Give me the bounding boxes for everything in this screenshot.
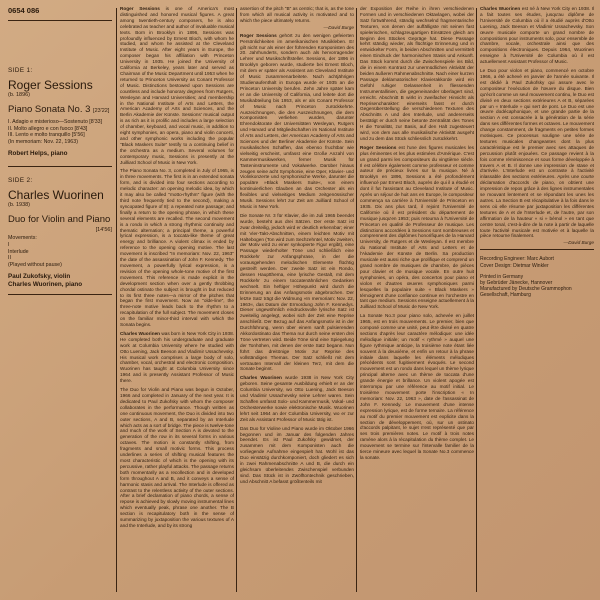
manufacturing-line: Gesellschaft, Hamburg — [480, 292, 531, 299]
side1-duration: [23'22] — [93, 108, 110, 114]
side2-duration: [14'56] — [95, 226, 112, 233]
divider — [8, 166, 112, 167]
column-divider — [236, 8, 237, 592]
credit-line: Recording Engineer: Marc Aubort — [480, 256, 554, 263]
paragraph-body: was born in New York City in 1938. He completed both his undergraduate and graduate work at Columbia University where he studied with Otto Luening, Jack Beeson and Vladimir Ussachevsky. His musical work comprises a large body of solo, chamber, vocal, orchestral and electronic composition. Wuorinen has taught at Columbia University since 1964 and is presently Assistant Professor of Music there. — [120, 330, 234, 384]
side2-duration-row — [8, 227, 112, 234]
paragraph-body: est l'une des figures musicales les plus éminentes et les plus estimées d'Amérique. C'est un grand parmi les compositeurs du vingtième siècle. Il est célèbre également comme professeur et comme auteur de précieux livres sur la musique. Né à Brooklyn en 1896, Sessions a été profondément influencé par Ernest Bloch, auprès de qui il a étudié et dont il fut l'assistant au Cleveland Institute of Music. Après un séjour de huit ans en Europe, le compositeur commença sa carrière à l'Université de Princeton en 1935. Dix ans plus tard, il rejoint l'Université de Californie où il est président du département de musique jusqu'en 1953; puis retourna à l'Université de Princeton en qualité de Professeur de musique. Les distinctions accordées à Sessions sont nombreuses et comprennent des diplômes honorifiques de la Harvard University, de Rutgers et de Wesleyan. Il est membre du National Institute of Arts and Letters et de l'Akademie der Künste de Berlin. Sa production musicale est aussi riche que prolifique et comprend un grand nombre de musiques de chambre, de pièces pour clavier et de musique vocale. En outre huit symphonies, un opéra, des concertos pour piano et violon et d'autres œuvres symphoniques parmi lesquelles la populaire suite « Black Maskers » témoignent d'une confiance continue en l'orchestre en tant que medium. Sessions enseigne actuellement à la Juilliard School of Music de New York. — [360, 144, 474, 310]
credits-column — [480, 6, 594, 594]
paragraph-lead: Charles Wuorinen — [240, 375, 282, 381]
english-notes-column — [120, 6, 234, 594]
track-listing-column — [8, 6, 112, 594]
side2-work-title: Duo for Violin and Piano — [8, 213, 111, 225]
paragraph-lead: Charles Wuorinen — [480, 6, 521, 11]
paragraph-sessions-bio-de — [240, 33, 354, 210]
side1-performer: Robert Helps, piano — [8, 150, 68, 158]
side1-work-title — [8, 104, 112, 117]
side1-work: Piano Sonata No. 3 — [8, 104, 91, 115]
movement-item: (Played without pause) — [8, 261, 62, 268]
french-notes-column — [360, 6, 474, 594]
paragraph-duo-notes: The Duo for Violin and Piano was begun in October, 1966 and completed in January of the next year. It is dedicated to Paul Zukofsky with whom the composer collaborates in the performance. Though written as one continuous movement, the Duo is divided into two outer sections, A and B, separated by an Interlude which acts as a sort of bridge. The piece is twelve-tone and much of the work of Section A is devoted to the generation of the row in its several forms in various octaves. The motion is constantly shifting, from fragments and small motivic forms. This process underlines a series of shifting musical features the most characteristic of which is the opening with its percussive, rather playful attacks. The passage returns both momentarily as a recollection and in developed form throughout A and B, and it conveys a sense of harmonic stasis and arrival. The Interlude is offered as contrast to the relentless activity of the outer sections. After a brief declamation of piano chords, a sense of repose is achieved by slowly moving instrumental lines which eventually peak, phrase one another. The B section is recapitulatory both in the sense of summarizing by juxtaposition the various textures of A and the Interlude, and by its strong — [120, 387, 234, 528]
paragraph-duo-notes-de-end: der Exposition der Reihe in ihren verschiedenen Formen und in verschiedenen Oktavlagen, wobei der Satz fortwährend, ständig wechselnd fragmentarische Texturen, von denen der auffälligste mit seinen fast spielerischen, schlagzeugartigen Einsätzen gleich am Beginn des Stückes Gepräge hat. Diese Passage kehrt ständig wieder, als flüchtige Erinnerung und in entwickelter Form, in beiden Abschnitten und vermittelt einen Eindruck der harmonischen Stasis und Ankunft. Das Stück kommt durch die Zwischenspiele ins Bild, die in einem Kontrast zur unermüdlichen Aktivität der beiden äußeren Rahmenabschnitte. Nach einer kurzen Passage deklamatorischer Klavierakkorde wird ein Gefühl ruhiger Gelassenheit in fliessenden Instrumentallinien, die gegeneinander überlagert sind, erreicht. Abschnitt B wirkt in zweifacher Hinsicht als Reprisencharakter: einerseits fasst er durch Gegenüberstellung die verschiedenen Texturen des Abschnitts A und des Interlude, und andererseits bestätigt er durch seine betonte Zentralität des Tones H die Tonalität, zur Basis, auf den Halt zugesteuert wird, von dem aus alle musikalische Aktivität ausgeht und zu dem das Stück schliesslich zurückkehrt. — [360, 6, 474, 141]
side1-label: SIDE 1: — [8, 67, 33, 74]
side2-movement-list — [8, 235, 112, 268]
author-signature: —David Burge — [563, 240, 594, 246]
divider — [8, 294, 112, 295]
column-divider — [116, 8, 117, 592]
divider — [480, 249, 594, 250]
performer: Paul Zukofsky, violin — [8, 273, 71, 281]
paragraph-sessions-bio-fr — [360, 145, 474, 310]
movements-label: Movements: — [8, 235, 37, 242]
credit-line: Cover Design: Dietmar Winkler — [480, 262, 549, 269]
paragraph-duo-notes-fr: Le Duo pour violon et piano, commencé en octobre 1966, a été achevé en janvier de l'année suivante. Il est dédié à Paul Zukofsky qui assure avec le compositeur l'exécution de l'œuvre du disque. Bien qu'écrit comme un seul mouvement continu, le Duo est divisé en deux sections extérieures A et B, séparées par un « Interlude » qui sert de pont. Le Duo est une œuvre dodécaphonique, et une grande partie de la section A est consacrée à la génération de la série dans ses différentes formes et octaves. Le mouvement change constamment, de fragments en petites formes motiviques. Ce processus souligne une série de textures musicales changeantes dont la plus caractéristique est le premier avec ses attaques de percussion plutôt enjouées. Ce passage revient à la fois comme réminiscence et sous forme développée à travers A et B. Il donne une impression de stase et d'arrivée. L'Interlude est un contraste à l'activité inlassable des sections extérieures. Après une courte déclamation d'accords de piano, on obtient une impression de repos grâce à des lignes instrumentales se mouvant lentement et se répondant les unes les autres. La Section B est récapitulative à la fois dans le sens où elle résume par juxtaposition les différentes textures de A et de l'Interlude et, de l'autre, par son affirmation de la hauteur « si » bémol » en tant que centre tonal, c'est-à-dire de la note à partir de laquelle toute l'activité musicale est motivée et à laquelle la pièce retourne finalement. — [480, 68, 594, 239]
author-signature: —David Burge — [323, 24, 354, 30]
paragraph-duo-notes-de: Das Duo für Violine und Piano wurde im Oktober 1966 begonnen und im Januar des folgenden Jahres beendet. Es ist Paul Zukofsky gewidmet, der zusammen mit dem Komponisten auch die vorliegende Aufnahme eingespielt hat. Wohl ist das Duo einsätzig durchkomponiert, doch gliedert es sich in zwei Rahmenabschnitte A und B, die durch ein gleichsam überleitendes Zwischenspiel verbunden sind. Das Stück ist in Zwölftontechnik geschrieben, und Abschnitt A befasst größtenteils mit — [240, 425, 354, 484]
side2-performers — [8, 273, 112, 288]
paragraph-wuorinen-bio-fr — [480, 6, 594, 65]
movement-item: (In memoriam: Nov. 22, 1963) — [8, 138, 78, 145]
paragraph-lead: Roger Sessions — [360, 144, 397, 150]
paragraph-sonata-notes-fr: La Sonate No.3 pour piano solo, achevée en juillet 1965, est en trois mouvements. Le premier, bien que composé comme une unité, peut être divisé en quatre sections d'après leur caractère mélodique: une idée mélodique initiale; un motif « rythmé » auquel une figure rythmique anticipe, la troisième note étant liée souvent à la deuxième, et enfin un retour à la phrase initiale dans laquelle les éléments mélodiques précédents sont fugitivement évoqués. Le second mouvement est un rondo dans lequel un thème lyrique principal alterne avec un thème de toccata d'une grande énergie et brillance. Un violent apogée est interrompu par une référence au motif initial. Le troisième mouvement porte l'inscription « In memoriam: Nov. 22, 1963 », date de l'assassinat de John F. Kennedy. Le mouvement d'une intense expression lyrique, est de forme ternaire. La référence au motif du premier mouvement est explicite dans la section de développement, où, sur un ostinato d'accords palpitant, le sujet n'est représenté que par ses trois premières notes. Le motif à trois notes ramène alors à la récapitulation du thème complet. Le mouvement se termine sur l'intervalle familier de la tierce mineure avec lequel la Sonate No.3 commence la sonate. — [360, 313, 474, 460]
column-divider — [476, 8, 477, 592]
column-divider — [356, 8, 357, 592]
catalog-number: 0654 086 — [8, 6, 40, 15]
manufacturing-info — [480, 274, 594, 299]
paragraph-lead: Roger Sessions — [120, 6, 160, 11]
paragraph-lead: Charles Wuorinen — [120, 330, 161, 336]
recording-credits — [480, 256, 594, 268]
movement-item: I — [8, 242, 10, 249]
movement-item: Interlude — [8, 248, 29, 255]
side2-composer: Charles Wuorinen — [8, 187, 104, 202]
side1-movement-list — [8, 119, 112, 145]
paragraph-wuorinen-bio-de — [240, 375, 354, 422]
side2-composer-dates: (b. 1938) — [8, 201, 31, 208]
paragraph-wuorinen-bio — [120, 331, 234, 384]
side2-label: SIDE 2: — [8, 176, 33, 184]
side1-composer: Roger Sessions — [8, 78, 93, 92]
german-notes-column — [240, 6, 354, 594]
paragraph-sessions-bio — [120, 6, 234, 165]
movement-item: II. Molto allegro e con fuoco [8'43] — [8, 125, 88, 132]
paragraph-lead: Roger Sessions — [240, 32, 277, 38]
manufacturing-line: by Gebrüder Jänecke, Hannover — [480, 279, 553, 286]
divider — [8, 20, 112, 21]
paragraph-duo-notes-end: assertion of the pitch "B" as centric; that is, as the tone from which all musical activity is motivated and to which the piece ultimately returns. — [240, 6, 354, 23]
paragraph-body: is one of America's most distinguished and honored musical figures. A great among twentieth-century composers, he is also celebrated as teacher and author of invaluable musical texts. Born in Brooklyn in 1896, Sessions was profoundly influenced by Ernest Bloch, with whom he studied, and whom he assisted at the Cleveland Institute of Music. After eight years in Europe, the composer began his affiliation with Princeton University in 1935. He joined the University of California at Berkeley, years later and served as Chairman of the Music Department until 1953 when he returned to Princeton University as Conant Professor of Music. Distinctions bestowed upon Sessions are countless and include honorary degrees from Rutgers, Wesleyan and Harvard Universities; and membership in the National Institute of Arts and Letters, the American Academy of Arts and Sciences, and the Berlin Akademie der Künste. Sessions' musical output is as rich as it is prolific and includes a large selection of chamber, keyboard, and vocal music, in addition to eight symphonies, an opera, piano and violin concerti, and other symphonic works including the popular "Black Maskers Suite" testify to a continuing belief in the orchestra as a medium. Several volumes for contemporary music, Sessions is presently at the Juilliard School of Music in New York. — [120, 6, 234, 165]
paragraph-sonata-notes-de: Die Sonate Nr. 3 für Klavier, die im Juli 1965 beendet wurde, besteht aus drei Sätzen. Der erste Satz ist zwar dreiteilig, jedoch wird er deutlich erkennbar; einer mit Vier-Takt-Abschnitten, einem leichten Motiv mit Haltebogen (Ton wird zum Sechzehntel, Motiv zweiten, der Motiv wird zu einer synkopierte Figur ergibt), eine Passage wiederholter Töne und schließlich eine Rückkehr zur Anfangsphrase, in der die vorausgehenden melodischen Elemente flüchtig gestreift werden. Der zweite Satz ist ein Rondo, dessen Hauptthema, eine lyrische Gestalt, mit dem Rückkehr zu einem toccatenähnlichen Gedanken wechselt. Ein heftiger Höhepunkt wird durch die Erinnerung an das Anfangsmotiv abgebrochen. Der letzte Satz trägt die Widmung »In memoriam: Nov. 22, 1963«, das Datum der Ermordung John F. Kennedys. Dieser ungewöhnlich eindrucksvolle lyrische Satz ist zweiteilig angelegt, wobei sich der Zeit eine Reprise anschließt. Der Bezug auf das Anfangsmotiv ist in der Durchführung, wenn über einem sanft pulsierenden Akkordostinato das Thema nur durch seine ersten drei Töne vertreten wird. Beide Töne sind eine Spiegelung der Tonhöhen, mit denen der erste Satz begann. Nun führt das dreitönige Motiv zur Reprise des vollständigen Themas. Der Satz schließt mit dem vertrauten Intervall der kleinen Terz, mit dem die Sonate beginnt. — [240, 212, 354, 372]
manufacturing-line: Printed in Germany — [480, 273, 524, 280]
manufacturing-line: Manufactured by Deutsche Grammophon — [480, 286, 572, 293]
paragraph-body: wurde 1938 in New York City geboren. Seine gesamte Ausbildung erhielt er an der Columbia University, wo Otto Luening, Jack Beeson und Vladimir Ussachevsky seine Lehrer waren. Sein Schaffen umfasst Solo- und Kammermusik, Vokal- und Orchesterwerke sowie elektronische Musik. Wuorinen lehrt seit 1964 an der Columbia University, wo er zur Zeit als Assistant Professor of Music tätig ist. — [240, 375, 354, 422]
movement-item: I. Adagio e misterioso—Sostenuto [8'33] — [8, 119, 103, 125]
paragraph-sonata-notes: The Piano Sonata No. 3, completed in July of 1965, is in three movements. The first is in an extended sonata form, and is divided into four sections according to melodic character: an opening melodic idea, by which it may also be called "motto-rhythm" figure (with the third note frequently tied to the second), making a syncopated figure of 8): a repeated note passage; and finally a return to the opening phrase, in which these several elements are recalled. The second movement is a rondo in which a strong rhythmic continuity and thematic alternation; a principal theme, a powerful lyrical expression, is a toccata-like theme of great energy and brilliance. A violent climax is ended by reference to the opening opening motive. The last movement is inscribed "In memoriam: Nov. 22, 1963" the date of the assassination of John F. Kennedy. The movement, a powerfully lyrical expression, is a revision of the opening whole-tone motive of the first movement. This reference is made explicit in the development section when over a gently throbbing chordal ostinato the subject is brought in but reduced to its first three notes—a mirror of the pitches that began the first movement. Now an "olde-line", the three-note motive leads back to the rhythm to a recapitulation of the full subject. The movement closes on the familiar minor-third interval with which the Sonata begins. — [120, 168, 234, 328]
performer: Charles Wuorinen, piano — [8, 280, 83, 288]
paragraph-body: gehört zu den wenigen gefeierten Persönlichkeiten im amerikanischen Musikleben. Er gilt nicht nur als einer der führenden Komponisten des 20. Jahrhunderts, sondern auch als hervorragender Lehrer und Musikschriftsteller. Sessions, der 1896 in Brooklyn geboren wurde, studierte bei Ernest Bloch, mit dem er später als Assistent am Cleveland Institute of Music zusammenarbeitete. Nach achtjährigen Studienaufenthalt in Europa wurde er 1935 an die Princeton University berufen. Zehn Jahre später kam er an die University of California, und leitete dort die Musikabteilung bis 1953, als er als Conant Professor of Music nach Princeton zurückkehrte. Auszeichnungen, die den Auszeichnungen, die dem Komponisten verliehen wurden, darunter Ehrendoktorate der Universitäten Wesleyan, Rutgers und Harvard und Mitgliedschaften im National Institute of Arts and Letters, der American Academy of Arts and Sciences und der Berliner Akademie der Künste. Sein musikalisches Schaffen, das ebenso fruchtbar wie vielseitig erscheint, umfasst eine Große Anzahl von Kammermusikwerken, ferner Musik für Tasteninstrumente und Vokalwerke. Darüber hinaus zeugen seine acht Symphonie, eine Oper, Klavier- und Violinkonzerte und symphonische Werke, darunter die populäre »Black Maskers Suite«, von einem kontinuierlichen Glauben an das Orchester als ein flexibles und vielseitiges Medium zeitgenössischer Musik. Sessions lehrt zur Zeit am Juilliard School of Music in New York. — [240, 32, 354, 209]
paragraph-body: est né à New York City en 1938. Il a fait toutes ses études, jusqu'au diplôme de l'Université de Columbia où il a étudié auprès d'Otto Luening, Jack Beeson et Vladimir Ussachevsky. Son œuvre musicale comporte un grand nombre de compositions pour instruments solo, pour ensemble de chambre, vocale, orchestrale ainsi que des compositions électroniques. Depuis 1964, Wuorinen enseigne à l'Université de Columbia où il est actuellement Assistant Professor of Music. — [480, 6, 594, 65]
side1-composer-dates: (b. 1896) — [8, 92, 31, 98]
movement-item: II — [8, 255, 11, 262]
movement-item: III. Lento e molto tranquillo [5'56] — [8, 132, 85, 139]
